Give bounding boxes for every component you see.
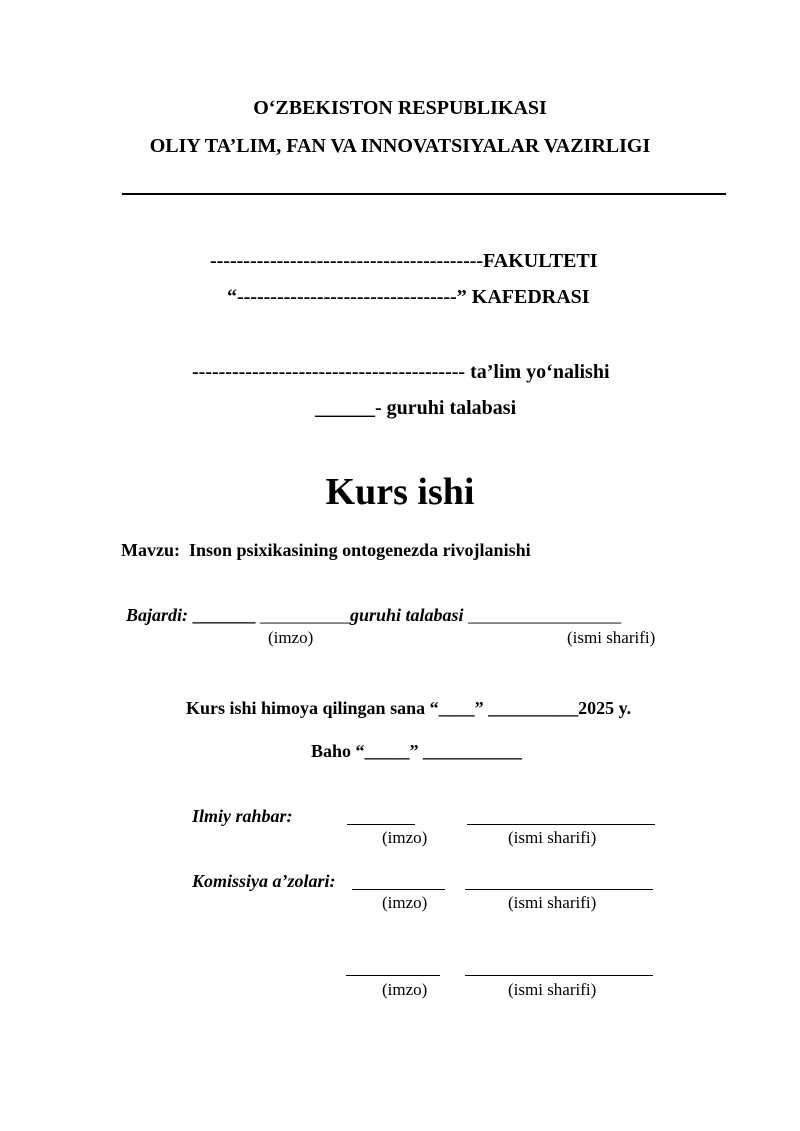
commission-name-line-2 — [465, 975, 653, 976]
commission-name-line-1 — [465, 889, 653, 890]
topic-row — [121, 540, 531, 561]
supervisor-label: Ilmiy rahbar: — [192, 806, 293, 826]
supervisor-sign-caption: (imzo) — [382, 828, 428, 847]
ministry-heading: OLIY TA’LIM, FAN VA INNOVATSIYALAR VAZIRLIGI — [149, 135, 651, 157]
performer-blank-2: __________ — [260, 605, 351, 625]
topic-label: Mavzu: — [121, 540, 180, 560]
department-line: “---------------------------------” KAFEDRASI — [227, 286, 590, 308]
commission-sign-caption-2: (imzo) — [382, 980, 428, 999]
commission-sign-caption-1: (imzo) — [382, 893, 428, 912]
faculty-line: -----------------------------------------FAKULTETI — [210, 250, 598, 272]
performer-group-text: guruhi talabasi — [350, 605, 464, 625]
performer-label: Bajardi: — [126, 605, 189, 625]
defense-date-line: Kurs ishi himoya qilingan sana “____” __________2025 y. — [186, 698, 632, 718]
document-title: Kurs ishi — [325, 471, 475, 513]
performer-blank-1: _______ — [192, 605, 256, 625]
commission-label: Komissiya a’zolari: — [192, 871, 336, 891]
commission-name-caption-1: (ismi sharifi) — [508, 893, 597, 912]
group-line: ______- guruhi talabasi — [315, 397, 517, 419]
supervisor-name-caption: (ismi sharifi) — [508, 828, 597, 847]
supervisor-name-line — [467, 824, 655, 825]
performer-sign-caption: (imzo) — [268, 628, 314, 647]
grade-line: Baho “_____” ___________ — [311, 741, 523, 761]
commission-sign-line-1 — [352, 889, 445, 890]
performer-row — [126, 605, 621, 626]
commission-sign-line-2 — [346, 975, 440, 976]
supervisor-sign-line — [347, 824, 415, 825]
republic-heading: O‘ZBEKISTON RESPUBLIKASI — [253, 97, 547, 119]
commission-name-caption-2: (ismi sharifi) — [508, 980, 597, 999]
header-divider — [122, 193, 726, 195]
performer-name-caption: (ismi sharifi) — [567, 628, 656, 647]
performer-blank-3: _________________ — [468, 605, 622, 625]
direction-line: ----------------------------------------- ta’lim yo‘nalishi — [192, 361, 610, 383]
topic-value: Inson psixikasining ontogenezda rivojlanishi — [188, 540, 531, 560]
